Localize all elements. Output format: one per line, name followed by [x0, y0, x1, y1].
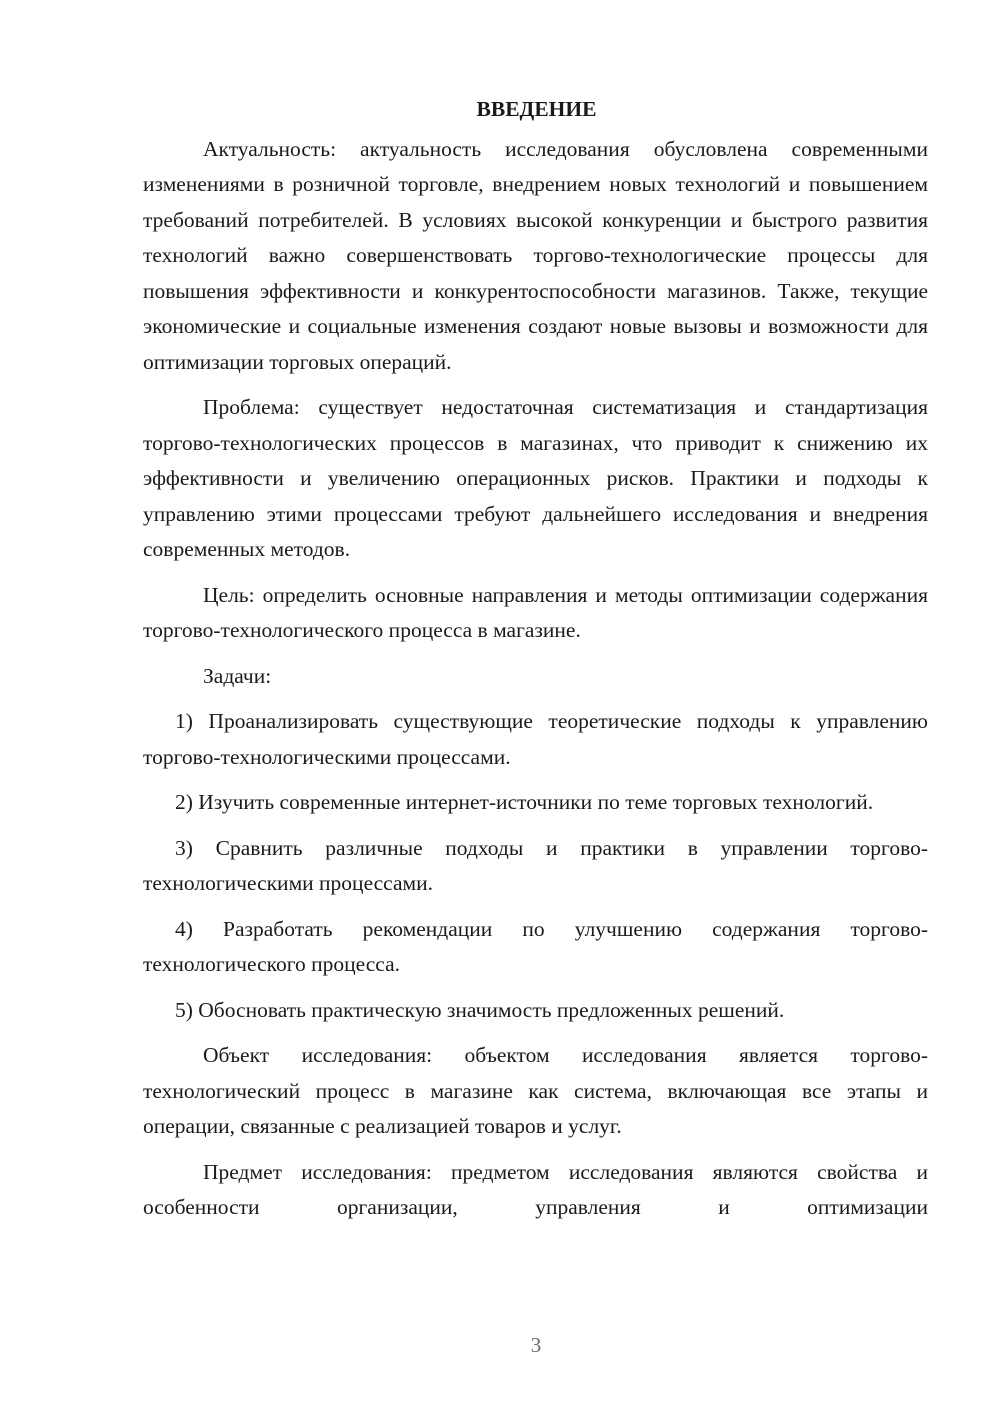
task-item-4: 4) Разработать рекомендации по улучшению содержания торгово-технологического процесса.: [143, 916, 928, 976]
task-item-2: 2) Изучить современные интернет-источники по теме торговых технологий.: [175, 790, 874, 814]
subject-paragraph: Предмет исследования: предметом исследования являются свойства и особенности организации, управления и оптимизации: [143, 1159, 928, 1219]
task-item-3: 3) Сравнить различные подходы и практики в управлении торгово-технологическими процессами.: [143, 835, 928, 895]
object-paragraph: Объект исследования: объектом исследования является торгово-технологический процесс в магазине как система, включающая все этапы и операции, связанные с реализацией товаров и услуг.: [143, 1043, 928, 1138]
page-number: 3: [530, 1333, 542, 1357]
tasks-heading: Задачи:: [203, 663, 272, 688]
section-title: ВВЕДЕНИЕ: [476, 97, 597, 121]
task-item-1: 1) Проанализировать существующие теоретические подходы к управлению торгово-технологическими процессами.: [143, 709, 928, 769]
goal-paragraph: Цель: определить основные направления и методы оптимизации содержания торгово-технологического процесса в магазине.: [143, 582, 928, 642]
relevance-paragraph: Актуальность: актуальность исследования обусловлена современными изменениями в розничной торговле, внедрением новых технологий и повышением требований потребителей. В условиях высокой конкуренции и быстрого развития технологий важно совершенствовать торгово-технологические процессы для повышения эффективности и конкурентоспособности магазинов. Также, текущие экономические и социальные изменения создают новые вызовы и возможности для оптимизации торговых операций.: [143, 136, 928, 374]
problem-paragraph: Проблема: существует недостаточная систематизация и стандартизация торгово-технологических процессов в магазинах, что приводит к снижению их эффективности и увеличению операционных рисков. Практики и подходы к управлению этими процессами требуют дальнейшего исследования и внедрения современных методов.: [143, 395, 928, 561]
task-item-5: 5) Обосновать практическую значимость предложенных решений.: [175, 997, 785, 1022]
document-body: [143, 92, 928, 1226]
